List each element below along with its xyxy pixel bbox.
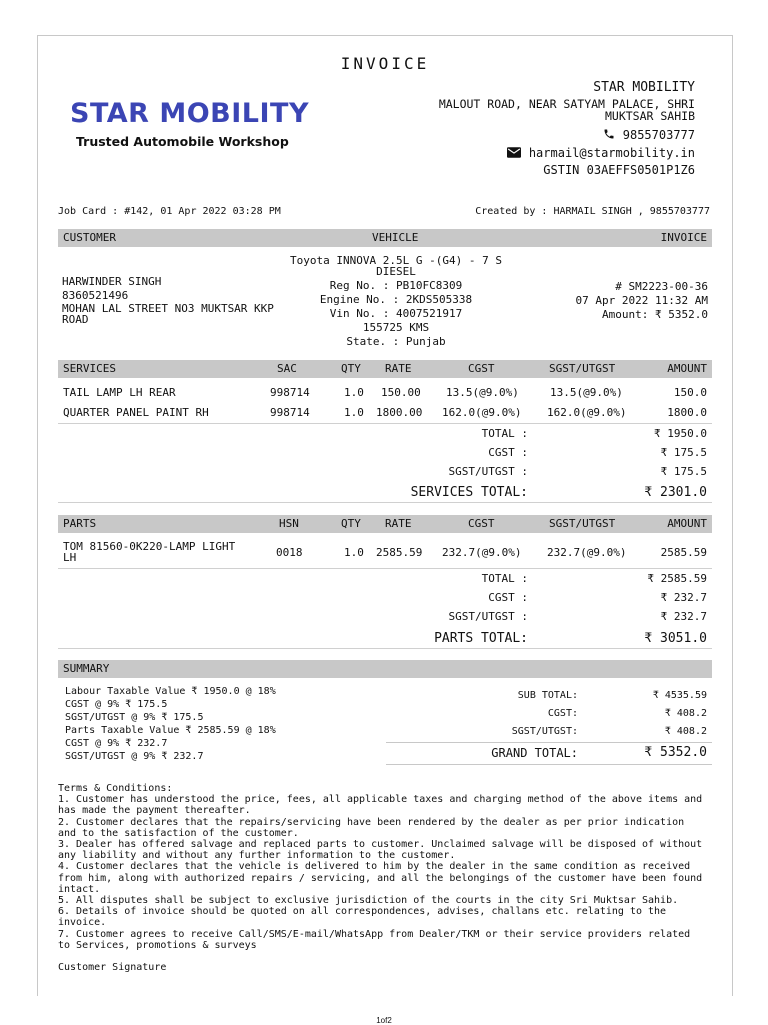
customer-phone: 8360521496 <box>62 289 129 302</box>
header-customer: CUSTOMER <box>63 231 116 244</box>
item-cgst: 232.7(@9.0%) <box>442 546 522 559</box>
item-cgst: 13.5(@9.0%) <box>446 386 519 399</box>
invoice-page <box>37 35 733 996</box>
item-sgst: 162.0(@9.0%) <box>547 406 627 419</box>
col-hsn: HSN <box>279 517 299 530</box>
col-services: SERVICES <box>63 362 116 375</box>
divider <box>58 648 712 649</box>
invoice-date: 07 Apr 2022 11:32 AM <box>575 294 708 307</box>
customer-address: MOHAN LAL STREET NO3 MUKTSAR KKP ROAD <box>62 302 274 326</box>
email-address: harmail@starmobility.in <box>528 146 695 160</box>
item-amount: 1800.0 <box>667 406 707 419</box>
divider <box>58 502 712 503</box>
job-card: Job Card : #142, 01 Apr 2022 03:28 PM <box>58 206 281 217</box>
item-qty: 1.0 <box>344 386 364 399</box>
services-cgst-value: ₹ 175.5 <box>660 446 707 459</box>
envelope-icon <box>507 147 521 161</box>
company-name: STAR MOBILITY <box>593 80 695 95</box>
grand-total-label: GRAND TOTAL: <box>491 746 578 760</box>
item-rate: 1800.00 <box>376 406 423 419</box>
divider <box>58 423 712 424</box>
col-qty: QTY <box>341 517 361 530</box>
col-rate: RATE <box>385 517 412 530</box>
parts-grand-label: PARTS TOTAL: <box>434 631 528 646</box>
vehicle-model: Toyota INNOVA 2.5L G -(G4) - 7 S DIESEL <box>290 254 502 278</box>
parts-cgst-label: CGST : <box>488 591 528 604</box>
summary-subtotal-label: SUB TOTAL: <box>517 690 578 701</box>
item-name: QUARTER PANEL PAINT RH <box>63 406 209 419</box>
summary-line: CGST @ 9% ₹ 175.5 <box>65 699 168 710</box>
invoice-title: INVOICE <box>340 54 430 73</box>
item-qty: 1.0 <box>344 406 364 419</box>
created-by: Created by : HARMAIL SINGH , 9855703777 <box>475 206 710 217</box>
vehicle-reg: Reg No. : PB10FC8309 <box>329 279 463 292</box>
services-sgst-value: ₹ 175.5 <box>660 465 707 478</box>
col-amount: AMOUNT <box>667 517 707 530</box>
summary-cgst-value: ₹ 408.2 <box>664 708 707 719</box>
col-cgst: CGST <box>468 362 495 375</box>
services-grand-label: SERVICES TOTAL: <box>410 485 528 500</box>
company-tagline: Trusted Automobile Workshop <box>76 134 289 149</box>
services-total-label: TOTAL : <box>481 427 528 440</box>
grand-total-value: ₹ 5352.0 <box>644 745 707 760</box>
customer-name: HARWINDER SINGH <box>62 275 162 288</box>
summary-line: CGST @ 9% ₹ 232.7 <box>65 738 168 749</box>
vehicle-vin: Vin No. : 4007521917 <box>329 307 463 320</box>
terms-item: 3. Dealer has offered salvage and replaced parts to customer. Unclaimed salvage will be disposed of without any liability and without any further information to the customer. <box>58 839 703 862</box>
company-gstin: GSTIN 03AEFFS0501P1Z6 <box>543 163 695 177</box>
col-sac: SAC <box>277 362 297 375</box>
terms-item: 2. Customer declares that the repairs/servicing have been rendered by the dealer as per prior indication and to the satisfaction of the customer. <box>58 816 685 839</box>
page-indicator: 1of2 <box>376 1016 392 1025</box>
item-rate: 2585.59 <box>376 546 423 559</box>
phone-number: 9855703777 <box>622 128 695 142</box>
item-rate: 150.00 <box>381 386 421 399</box>
summary-subtotal-value: ₹ 4535.59 <box>652 690 707 701</box>
col-qty: QTY <box>341 362 361 375</box>
parts-header <box>58 515 712 533</box>
vehicle-kms: 155725 KMS <box>362 321 430 334</box>
header-invoice: INVOICE <box>660 231 707 244</box>
col-amount: AMOUNT <box>667 362 707 375</box>
company-email <box>507 146 695 161</box>
item-amount: 150.0 <box>673 386 707 399</box>
terms-item: 5. All disputes shall be subject to exclusive jurisdiction of the courts in the city Sri Muktsar Sahib. <box>58 895 679 907</box>
col-parts: PARTS <box>63 517 97 530</box>
summary-line: SGST/UTGST @ 9% ₹ 175.5 <box>65 712 204 723</box>
summary-line: Parts Taxable Value ₹ 2585.59 @ 18% <box>65 725 276 736</box>
summary-line: SGST/UTGST @ 9% ₹ 232.7 <box>65 751 204 762</box>
services-grand-value: ₹ 2301.0 <box>644 485 707 500</box>
vehicle-engine: Engine No. : 2KDS505338 <box>319 293 473 306</box>
summary-title: SUMMARY <box>63 662 110 675</box>
parts-grand-value: ₹ 3051.0 <box>644 631 707 646</box>
services-total-value: ₹ 1950.0 <box>654 427 707 440</box>
terms-and-conditions <box>58 783 708 951</box>
item-code: 998714 <box>270 406 310 419</box>
parts-sgst-value: ₹ 232.7 <box>660 610 707 623</box>
item-amount: 2585.59 <box>660 546 707 559</box>
company-logo: STAR MOBILITY <box>70 98 310 129</box>
item-qty: 1.0 <box>344 546 364 559</box>
summary-cgst-label: CGST: <box>547 708 578 719</box>
terms-item: 4. Customer declares that the vehicle is delivered to him by the dealer in the same condition as received from him, along with authorized repairs / servicing, and all the belongings of the customer have been found intact. <box>58 861 703 895</box>
item-sgst: 232.7(@9.0%) <box>547 546 627 559</box>
item-code: 0018 <box>276 546 303 559</box>
parts-sgst-label: SGST/UTGST : <box>448 610 528 623</box>
divider <box>386 742 712 743</box>
parts-cgst-value: ₹ 232.7 <box>660 591 707 604</box>
parts-total-label: TOTAL : <box>481 572 528 585</box>
invoice-number: # SM2223-00-36 <box>615 280 708 293</box>
divider <box>386 764 712 765</box>
terms-item: 6. Details of invoice should be quoted on all correspondences, advises, challans etc. relating to the invoice. <box>58 906 667 929</box>
vehicle-state: State. : Punjab <box>346 335 446 348</box>
phone-icon <box>603 128 615 143</box>
col-cgst: CGST <box>468 517 495 530</box>
col-rate: RATE <box>385 362 412 375</box>
col-sgst: SGST/UTGST <box>549 362 616 375</box>
item-sgst: 13.5(@9.0%) <box>550 386 623 399</box>
header-vehicle: VEHICLE <box>372 231 419 244</box>
parts-total-value: ₹ 2585.59 <box>647 572 707 585</box>
services-header <box>58 360 712 378</box>
services-sgst-label: SGST/UTGST : <box>448 465 528 478</box>
terms-heading: Terms & Conditions: <box>58 783 173 794</box>
item-cgst: 162.0(@9.0%) <box>442 406 522 419</box>
item-name: TOM 81560-0K220-LAMP LIGHT LH <box>63 540 236 564</box>
item-code: 998714 <box>270 386 310 399</box>
summary-sgst-value: ₹ 408.2 <box>664 726 707 737</box>
terms-item: 7. Customer agrees to receive Call/SMS/E-mail/WhatsApp from Dealer/TKM or their service providers related to Services, promotions & surveys <box>58 928 691 951</box>
item-name: TAIL LAMP LH REAR <box>63 386 176 399</box>
terms-item: 1. Customer has understood the price, fees, all applicable taxes and charging method of the above items and has made the payment thereafter. <box>58 794 703 817</box>
summary-sgst-label: SGST/UTGST: <box>511 726 578 737</box>
divider <box>58 568 712 569</box>
company-phone <box>603 128 695 143</box>
col-sgst: SGST/UTGST <box>549 517 616 530</box>
invoice-amount: Amount: ₹ 5352.0 <box>602 308 708 321</box>
services-cgst-label: CGST : <box>488 446 528 459</box>
summary-header <box>58 660 712 678</box>
customer-vehicle-header <box>58 229 712 247</box>
company-address: MALOUT ROAD, NEAR SATYAM PALACE, SHRI MUKTSAR SAHIB <box>438 97 695 123</box>
customer-signature: Customer Signature <box>58 962 167 973</box>
summary-line: Labour Taxable Value ₹ 1950.0 @ 18% <box>65 686 276 697</box>
